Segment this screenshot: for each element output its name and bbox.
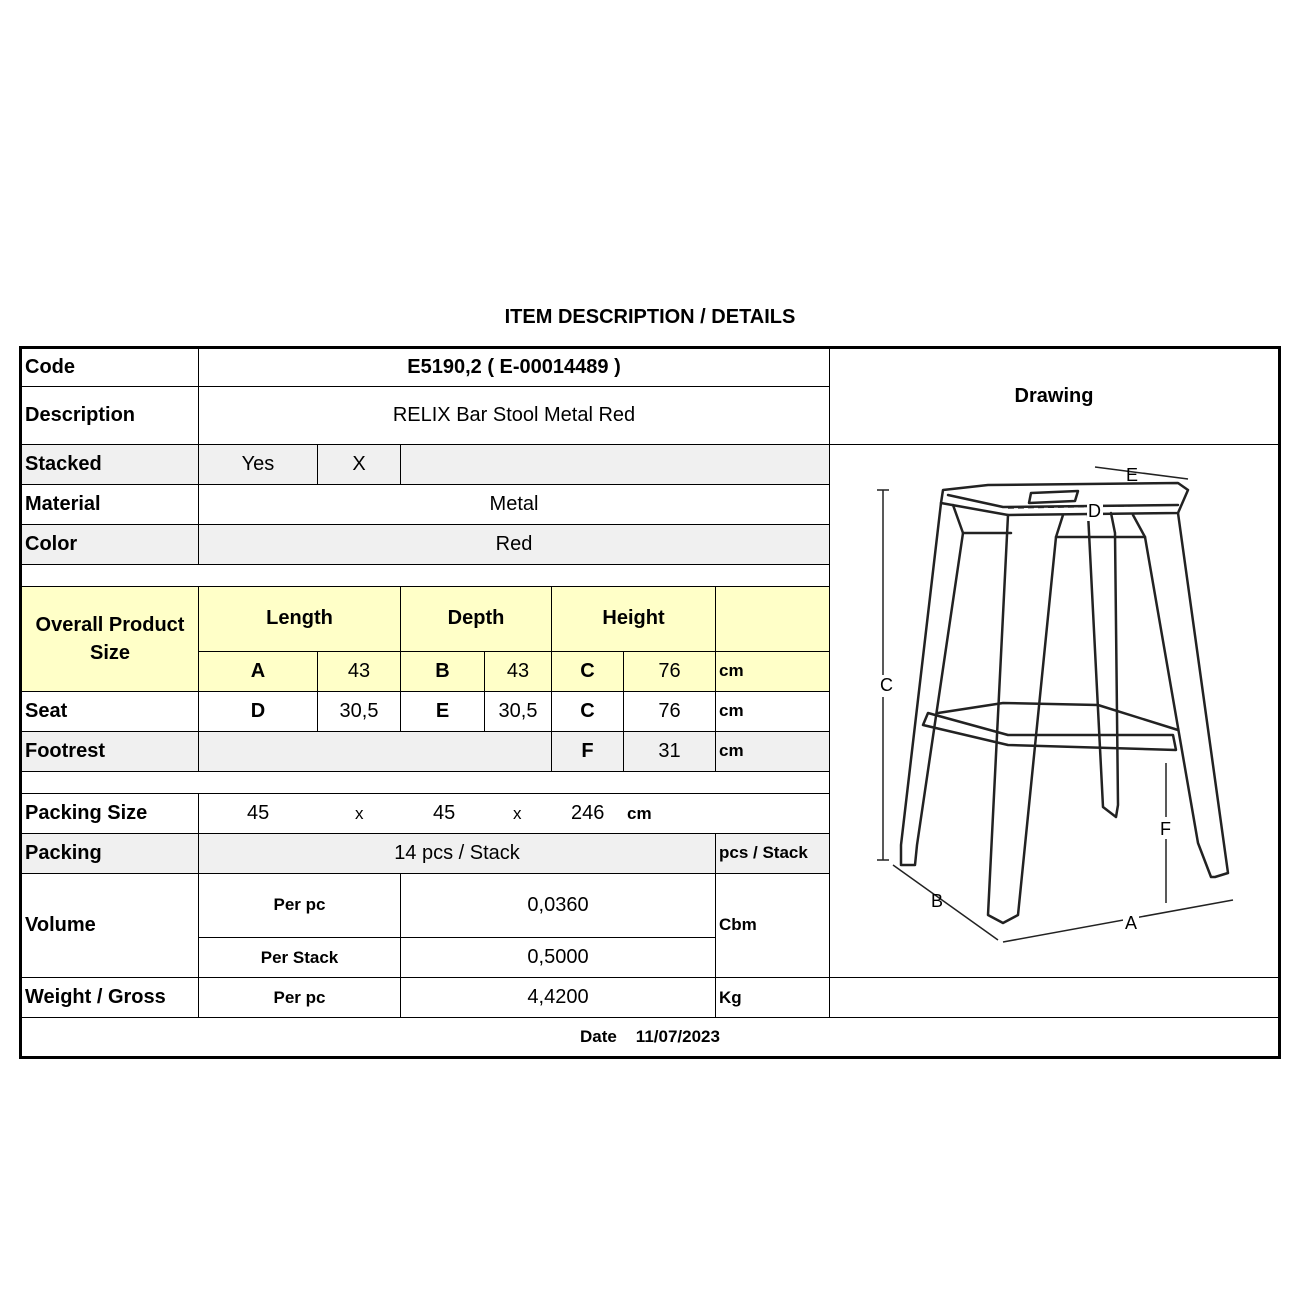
stacked-mark: X <box>318 445 401 485</box>
seat-unit: cm <box>716 691 830 731</box>
overall-c-letter: C <box>552 651 624 691</box>
dim-e-letter: E <box>1126 465 1139 485</box>
header-empty <box>716 587 830 652</box>
packing-label: Packing <box>21 833 199 873</box>
drawing-area <box>830 445 1280 978</box>
dim-e-line <box>1095 467 1188 479</box>
description-value: RELIX Bar Stool Metal Red <box>199 387 830 445</box>
seat-c-letter: C <box>552 691 624 731</box>
footer-date-row <box>21 1018 1280 1058</box>
seat-d-value: 30,5 <box>318 691 401 731</box>
dim-c-letter: C <box>880 675 893 695</box>
drawing-label: Drawing <box>830 348 1280 445</box>
date-label: Date <box>580 1027 617 1046</box>
overall-b-letter: B <box>401 651 485 691</box>
height-header: Height <box>552 587 716 652</box>
date-value: 11/07/2023 <box>635 1027 720 1046</box>
code-label: Code <box>21 348 199 387</box>
packing-size-sep2: x <box>513 804 522 823</box>
spacer-row <box>21 565 830 587</box>
overall-b-value: 43 <box>485 651 552 691</box>
overall-c-value: 76 <box>624 651 716 691</box>
volume-per-pc-value: 0,0360 <box>401 873 716 938</box>
volume-per-stack-label: Per Stack <box>199 938 401 978</box>
overall-a-value: 43 <box>318 651 401 691</box>
leg-front-right <box>988 515 1063 923</box>
material-value: Metal <box>199 485 830 525</box>
overall-unit: cm <box>716 651 830 691</box>
packing-size-y: 45 <box>433 802 456 824</box>
leg-back <box>1088 513 1118 817</box>
packing-size-values <box>199 793 830 833</box>
weight-per-pc-label: Per pc <box>199 978 401 1018</box>
document-title: ITEM DESCRIPTION / DETAILS <box>504 306 796 328</box>
seat-handle-slot <box>1029 491 1078 503</box>
seat-d-letter: D <box>199 691 318 731</box>
stacked-label: Stacked <box>21 445 199 485</box>
dim-f-letter: F <box>1160 819 1171 839</box>
code-value: E5190,2 ( E-00014489 ) <box>199 348 830 387</box>
leg-front-left <box>901 503 963 865</box>
seat-e-value: 30,5 <box>485 691 552 731</box>
weight-unit: Kg <box>716 978 830 1018</box>
weight-label: Weight / Gross <box>21 978 199 1018</box>
spacer-row-2 <box>21 771 830 793</box>
packing-size-label: Packing Size <box>21 793 199 833</box>
footrest-f-value: 31 <box>624 731 716 771</box>
overall-a-letter: A <box>199 651 318 691</box>
material-label: Material <box>21 485 199 525</box>
seat-label: Seat <box>21 691 199 731</box>
depth-header: Depth <box>401 587 552 652</box>
stacked-empty <box>401 445 830 485</box>
apron-lines <box>963 533 1145 537</box>
packing-size-x: 45 <box>247 802 270 824</box>
seat-outline <box>941 483 1188 515</box>
packing-size-unit: cm <box>627 804 652 823</box>
footrest-unit: cm <box>716 731 830 771</box>
volume-label: Volume <box>21 873 199 978</box>
volume-per-stack-value: 0,5000 <box>401 938 716 978</box>
weight-per-pc-value: 4,4200 <box>401 978 716 1018</box>
color-label: Color <box>21 525 199 565</box>
details-table <box>19 346 1281 1059</box>
footrest-f-letter: F <box>552 731 624 771</box>
volume-unit: Cbm <box>716 873 830 978</box>
footrest-empty <box>199 731 552 771</box>
packing-value: 14 pcs / Stack <box>199 833 716 873</box>
color-value: Red <box>199 525 830 565</box>
packing-size-sep1: x <box>355 804 364 823</box>
stool-drawing <box>833 445 1279 971</box>
packing-size-z: 246 <box>571 802 605 824</box>
dim-a-letter: A <box>1125 913 1138 933</box>
stacked-yes: Yes <box>199 445 318 485</box>
dim-a-line <box>1003 900 1233 942</box>
dim-d-letter: D <box>1088 501 1101 521</box>
leg-back-right <box>1133 513 1228 877</box>
description-label: Description <box>21 387 199 445</box>
footrest-label: Footrest <box>21 731 199 771</box>
overall-size-label: Overall Product Size <box>21 587 199 692</box>
seat-c-value: 76 <box>624 691 716 731</box>
volume-per-pc-label: Per pc <box>199 873 401 938</box>
length-header: Length <box>199 587 401 652</box>
dim-b-letter: B <box>931 891 944 911</box>
packing-unit: pcs / Stack <box>716 833 830 873</box>
dim-b-line <box>893 865 998 940</box>
seat-e-letter: E <box>401 691 485 731</box>
